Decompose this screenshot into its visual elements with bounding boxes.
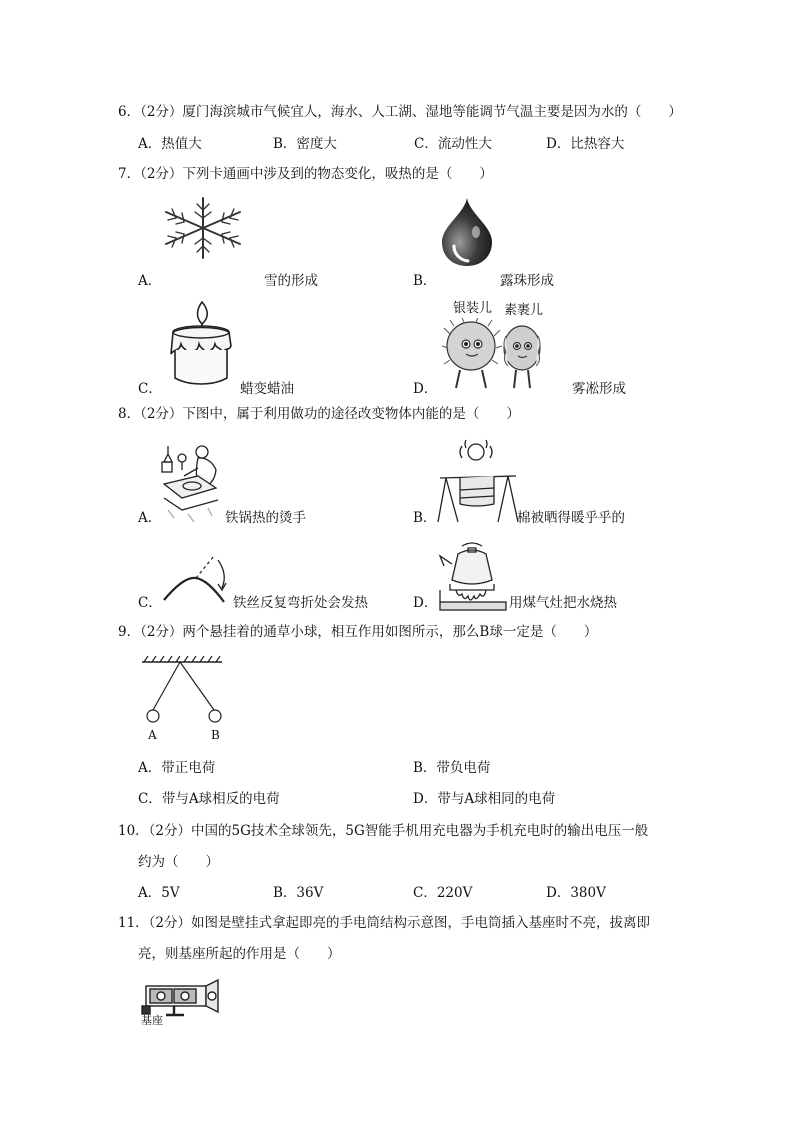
q7-option-c-letter: C． xyxy=(138,381,162,397)
q8-option-a-caption: 铁锅热的烫手 xyxy=(225,510,306,526)
q7-option-a-caption: 雪的形成 xyxy=(264,273,318,289)
rime-cartoon-icon xyxy=(442,318,546,392)
q6-option-c: C．流动性大 xyxy=(414,136,492,152)
snowflake-icon xyxy=(162,196,244,260)
q8-option-a-letter: A． xyxy=(138,510,162,526)
sun-quilt-icon xyxy=(436,438,520,524)
q9-option-a: A．带正电荷 xyxy=(138,760,216,776)
kettle-stove-icon xyxy=(436,540,510,612)
rime-figure-label-1: 银装儿 xyxy=(453,301,493,316)
q8-option-c-letter: C． xyxy=(138,595,162,611)
q7-stem: 7．（2分）下列卡通画中涉及到的物态变化，吸热的是（ ） xyxy=(118,166,493,182)
q8-stem: 8．（2分）下图中，属于利用做功的途径改变物体内能的是（ ） xyxy=(118,406,520,422)
q10-option-d: D．380V xyxy=(546,885,606,901)
q7-option-c-caption: 蜡变蜡油 xyxy=(240,381,294,397)
q8-option-d-letter: D． xyxy=(413,595,438,611)
dewdrop-icon xyxy=(436,196,498,268)
q10-option-a: A．5V xyxy=(138,885,180,901)
q8-option-b-caption: 棉被晒得暖乎乎的 xyxy=(517,510,625,526)
base-label: 基座 xyxy=(141,1014,163,1027)
q6-option-a: A．热值大 xyxy=(138,136,202,152)
q7-option-b-letter: B． xyxy=(413,273,437,289)
ball-a-label: A xyxy=(148,728,157,742)
q11-stem-line2: 亮，则基座所起的作用是（ ） xyxy=(138,946,341,962)
hot-pan-icon xyxy=(158,440,224,524)
q11-stem-line1: 11．（2分）如图是壁挂式拿起即亮的手电筒结构示意图，手电筒插入基座时不亮，拔离即 xyxy=(118,915,651,931)
q10-option-c: C．220V xyxy=(413,885,473,901)
q10-option-b: B．36V xyxy=(273,885,324,901)
q7-option-d-caption: 雾凇形成 xyxy=(572,381,626,397)
melting-candle-icon xyxy=(165,298,237,388)
q7-option-b-caption: 露珠形成 xyxy=(500,273,554,289)
q9-option-d: D．带与A球相同的电荷 xyxy=(413,791,556,807)
q10-stem-line1: 10．（2分）中国的5G技术全球领先，5G智能手机用充电器为手机充电时的输出电压一般 xyxy=(118,823,649,839)
q9-option-c: C．带与A球相反的电荷 xyxy=(138,791,280,807)
q6-option-d: D．比热容大 xyxy=(546,136,625,152)
rime-figure-label-2: 素裹儿 xyxy=(504,303,544,318)
bent-wire-icon xyxy=(162,550,232,606)
q9-option-b: B．带负电荷 xyxy=(413,760,491,776)
q8-option-b-letter: B． xyxy=(413,510,437,526)
q7-option-d-letter: D． xyxy=(413,381,438,397)
ball-b-label: B xyxy=(211,728,220,742)
q8-option-c-caption: 铁丝反复弯折处会发热 xyxy=(233,595,368,611)
q8-option-d-caption: 用煤气灶把水烧热 xyxy=(509,595,617,611)
q6-option-b: B．密度大 xyxy=(273,136,337,152)
q6-stem: 6．（2分）厦门海滨城市气候宜人，海水、人工湖、湿地等能调节气温主要是因为水的（ ） xyxy=(118,104,682,120)
q9-stem: 9．（2分）两个悬挂着的通草小球，相互作用如图所示，那么B球一定是（ ） xyxy=(118,624,598,640)
suspended-balls-diagram xyxy=(140,656,224,724)
q10-stem-line2: 约为（ ） xyxy=(138,854,219,870)
q7-option-a-letter: A． xyxy=(138,273,162,289)
